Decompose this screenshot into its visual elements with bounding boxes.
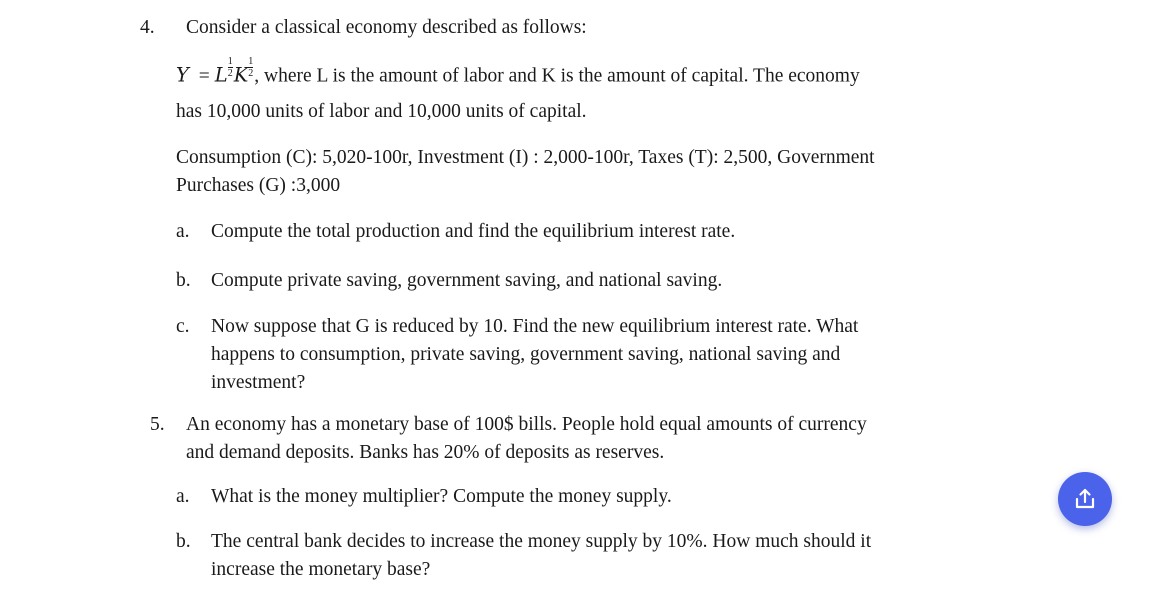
question-5a-label: a. bbox=[176, 486, 190, 507]
question-4c-line-3: investment? bbox=[211, 372, 306, 393]
question-5b-line-1: The central bank decides to increase the money supply by 10%. How much should it bbox=[211, 531, 872, 552]
question-4-number: 4. bbox=[140, 17, 155, 38]
question-4-consumption-line-1: Consumption (C): 5,020-100r, Investment (I) : 2,000-100r, Taxes (T): 2,500, Government bbox=[176, 147, 875, 168]
question-4c-line-2: happens to consumption, private saving, government saving, national saving and bbox=[211, 344, 841, 365]
question-4c-line-1: Now suppose that G is reduced by 10. Find the new equilibrium interest rate. What bbox=[211, 316, 859, 337]
equation-base-l: L bbox=[214, 63, 228, 87]
question-5-number: 5. bbox=[150, 414, 165, 435]
equation-suffix: , where L is the amount of labor and K is the amount of capital. The economy bbox=[254, 65, 860, 87]
question-4b-label: b. bbox=[176, 270, 191, 291]
question-5-line-1: An economy has a monetary base of 100$ bills. People hold equal amounts of currency bbox=[186, 414, 867, 435]
share-button[interactable] bbox=[1058, 472, 1112, 526]
question-4a-text: Compute the total production and find the equilibrium interest rate. bbox=[211, 221, 736, 242]
question-4-line-2: has 10,000 units of labor and 10,000 units of capital. bbox=[176, 101, 587, 122]
exponent-fraction-k: $\frac{1}{2}$ bbox=[248, 56, 254, 79]
equation-lhs: Y bbox=[176, 63, 189, 87]
question-5b-line-2: increase the monetary base? bbox=[211, 559, 431, 580]
equation-equals: = bbox=[198, 65, 210, 87]
question-4c-label: c. bbox=[176, 316, 190, 337]
production-function-equation bbox=[176, 57, 860, 91]
question-4-consumption-line-2: Purchases (G) :3,000 bbox=[176, 175, 341, 196]
equation-base-k: K bbox=[233, 63, 249, 87]
question-4b-text: Compute private saving, government saving, and national saving. bbox=[211, 270, 723, 291]
question-4a-label: a. bbox=[176, 221, 190, 242]
exponent-fraction-l: $\frac{1}{2}$ bbox=[227, 56, 233, 79]
share-upload-icon bbox=[1072, 486, 1098, 512]
question-5a-text: What is the money multiplier? Compute the money supply. bbox=[211, 486, 672, 507]
question-5b-label: b. bbox=[176, 531, 191, 552]
question-4-intro: Consider a classical economy described as follows: bbox=[186, 17, 587, 38]
question-5-line-2: and demand deposits. Banks has 20% of deposits as reserves. bbox=[186, 442, 665, 463]
